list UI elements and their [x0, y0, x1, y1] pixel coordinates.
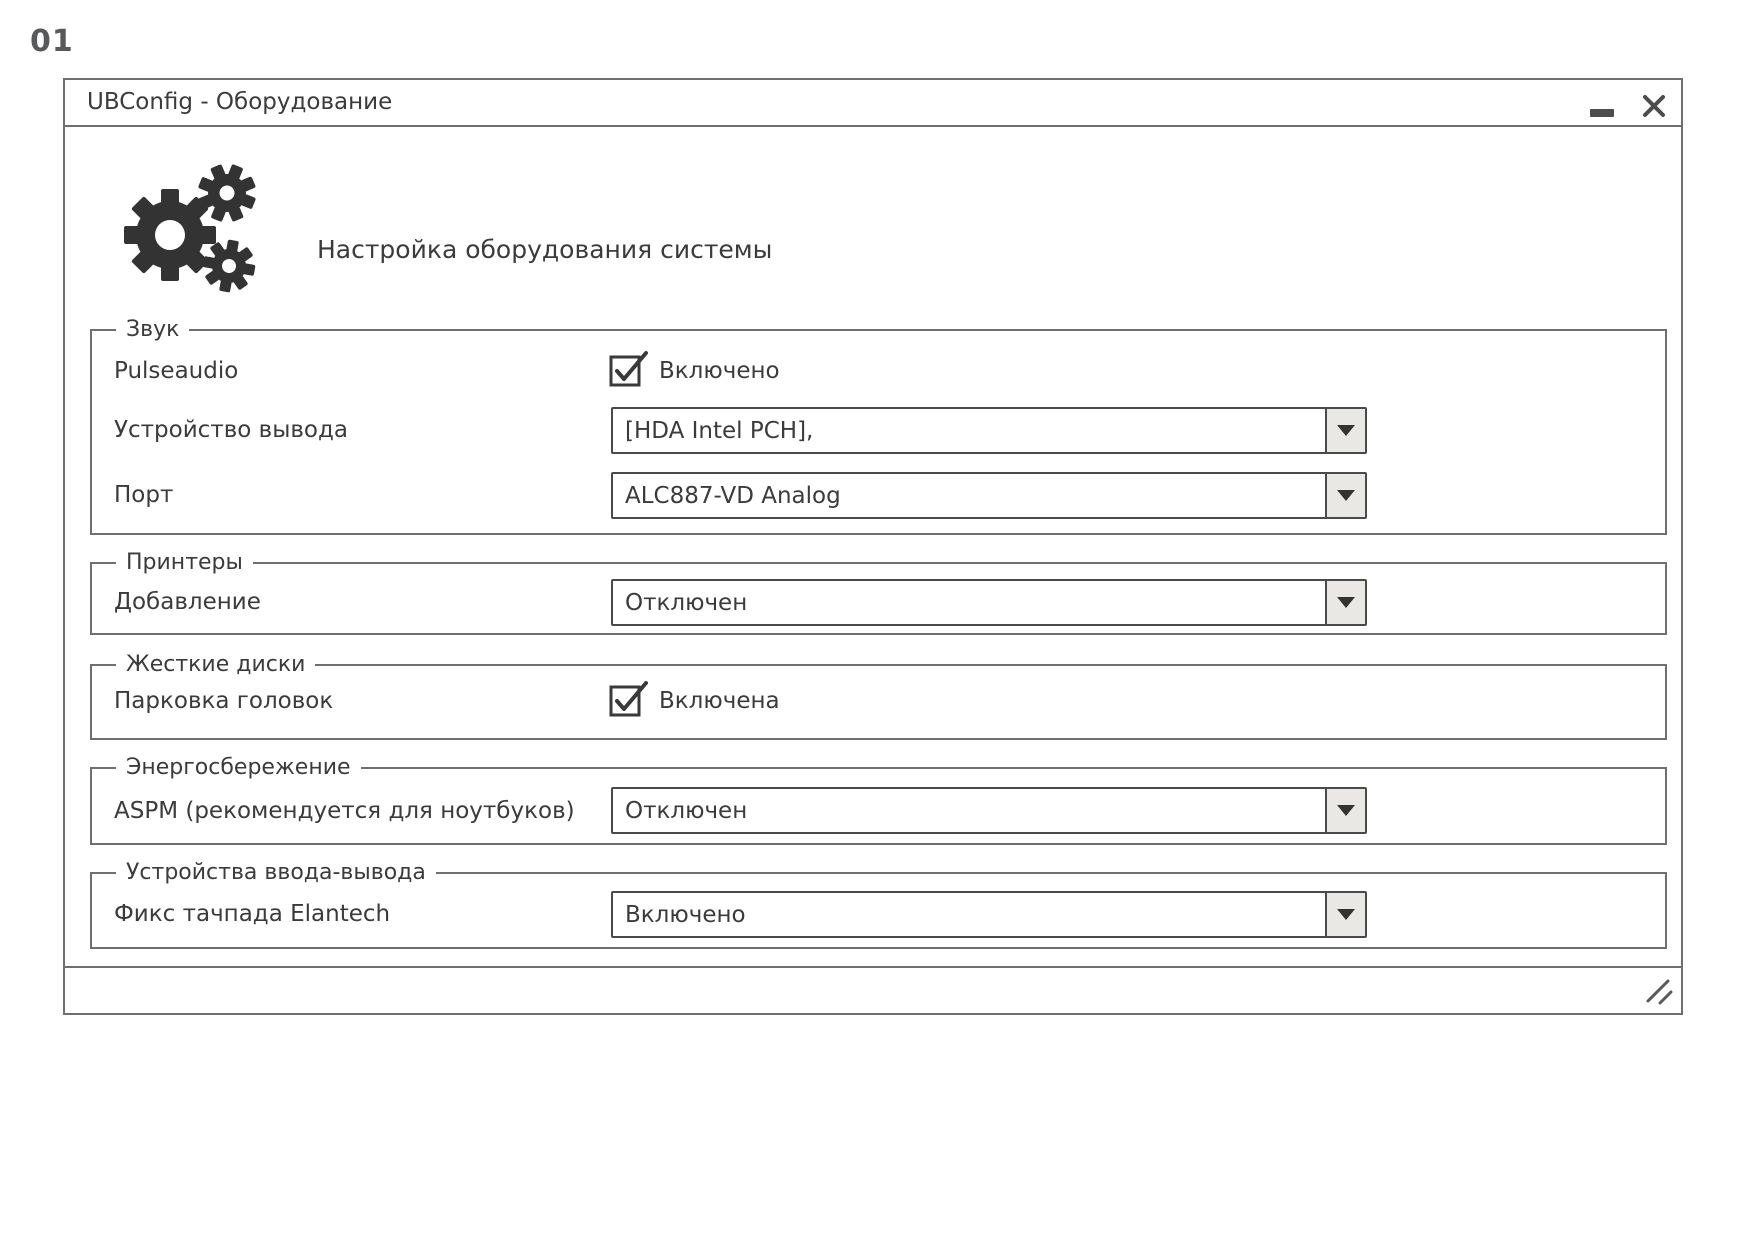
dropdown-arrow-icon — [1337, 597, 1355, 608]
pulseaudio-state-label: Включено — [659, 358, 780, 384]
elantech-fix-dropdown[interactable] — [611, 891, 1367, 938]
pulseaudio-checkbox[interactable] — [608, 348, 652, 388]
port-dropdown-button[interactable] — [1325, 474, 1365, 517]
group-hard-drives-title: Жесткие диски — [116, 652, 315, 678]
printer-add-dropdown-button[interactable] — [1325, 581, 1365, 624]
group-printers-title: Принтеры — [116, 550, 253, 576]
dropdown-arrow-icon — [1337, 909, 1355, 920]
close-icon[interactable] — [1641, 93, 1667, 119]
output-device-label: Устройство вывода — [114, 417, 348, 443]
group-sound-title: Звук — [116, 317, 189, 343]
printer-add-label: Добавление — [114, 589, 261, 615]
group-power-saving-title: Энергосбережение — [116, 755, 361, 781]
aspm-label: ASPM (рекомендуется для ноутбуков) — [114, 798, 575, 824]
dropdown-arrow-icon — [1337, 805, 1355, 816]
dropdown-arrow-icon — [1337, 490, 1355, 501]
group-power-saving — [90, 755, 1667, 845]
elantech-fix-label: Фикс тачпада Elantech — [114, 901, 391, 927]
minimize-icon[interactable] — [1590, 109, 1614, 117]
head-parking-state-label: Включена — [659, 688, 780, 714]
output-device-dropdown-button[interactable] — [1325, 409, 1365, 452]
dropdown-arrow-icon — [1337, 425, 1355, 436]
group-hard-drives — [90, 652, 1667, 740]
aspm-dropdown[interactable] — [611, 787, 1367, 834]
title-bar[interactable] — [65, 80, 1681, 127]
port-label: Порт — [114, 482, 174, 508]
ubconfig-window — [63, 78, 1683, 1015]
resize-grip-icon[interactable] — [1645, 979, 1673, 1005]
elantech-fix-dropdown-button[interactable] — [1325, 893, 1365, 936]
status-bar — [65, 966, 1681, 1013]
group-io-devices-title: Устройства ввода-вывода — [116, 860, 436, 886]
port-dropdown[interactable] — [611, 472, 1367, 519]
printer-add-value: Отключен — [625, 589, 748, 616]
header-caption: Настройка оборудования системы — [317, 235, 773, 264]
page-index-label: 01 — [30, 24, 74, 59]
gears-icon — [123, 162, 267, 296]
aspm-value: Отключен — [625, 797, 748, 824]
aspm-dropdown-button[interactable] — [1325, 789, 1365, 832]
head-parking-checkbox[interactable] — [608, 678, 652, 718]
port-value: ALC887-VD Analog — [625, 482, 841, 509]
group-sound — [90, 317, 1667, 535]
head-parking-label: Парковка головок — [114, 688, 334, 714]
group-printers — [90, 550, 1667, 635]
group-io-devices — [90, 860, 1667, 949]
output-device-value: [HDA Intel PCH], — [625, 417, 814, 444]
output-device-dropdown[interactable] — [611, 407, 1367, 454]
printer-add-dropdown[interactable] — [611, 579, 1367, 626]
pulseaudio-label: Pulseaudio — [114, 358, 239, 384]
window-title: UBConfig - Оборудование — [87, 89, 393, 115]
elantech-fix-value: Включено — [625, 901, 746, 928]
